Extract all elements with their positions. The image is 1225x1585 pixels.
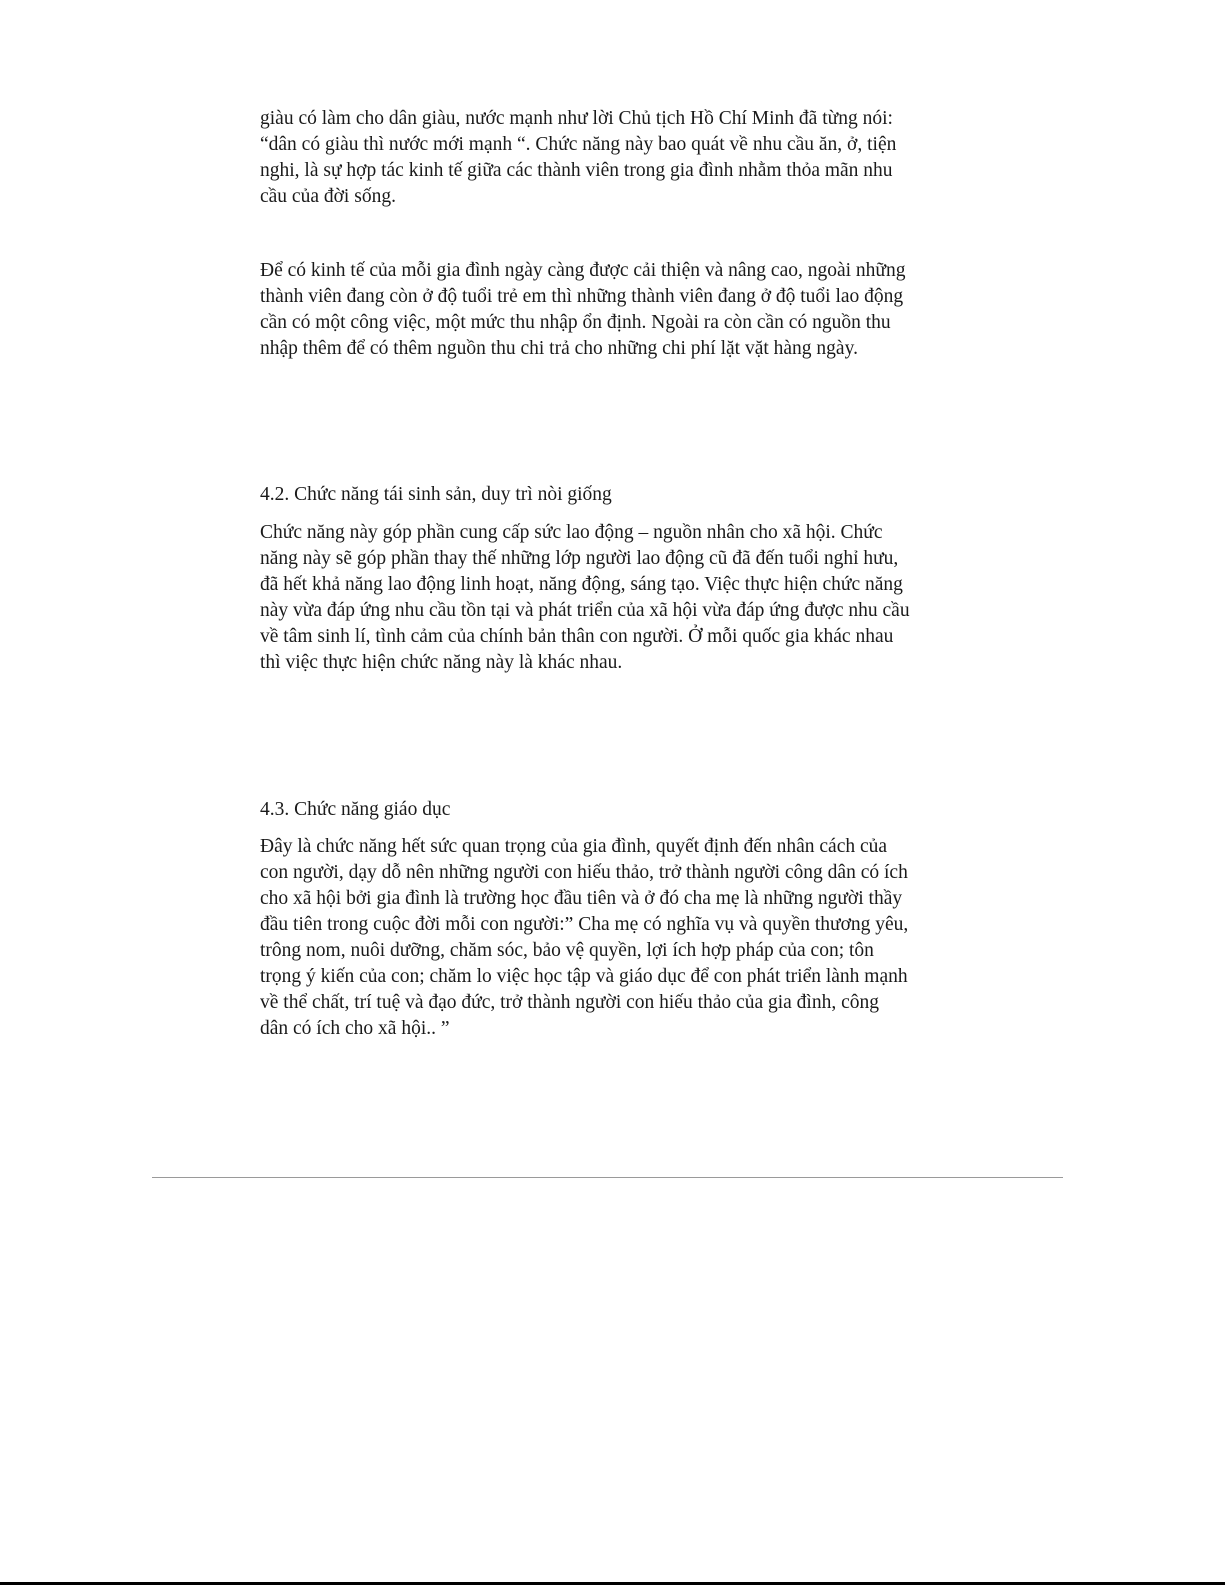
text-line: thành viên đang còn ở độ tuổi trẻ em thì những thành viên đang ở độ tuổi lao động xyxy=(260,286,904,307)
text-line: trông nom, nuôi dưỡng, chăm sóc, bảo vệ quyền, lợi ích hợp pháp của con; tôn xyxy=(260,940,874,961)
page-divider xyxy=(152,1177,1063,1178)
paragraph-reproduction-function xyxy=(260,520,960,676)
text-line: dân có ích cho xã hội.. ” xyxy=(260,1018,450,1039)
paragraph-household-income xyxy=(260,258,960,362)
text-line: cho xã hội bởi gia đình là trường học đầu tiên và ở đó cha mẹ là những người thầy xyxy=(260,888,903,909)
paragraph-education-function xyxy=(260,834,960,1042)
text-line: Chức năng này góp phần cung cấp sức lao động – nguồn nhân cho xã hội. Chức xyxy=(260,522,883,543)
text-line: cầu của đời sống. xyxy=(260,186,396,207)
text-line: thì việc thực hiện chức năng này là khác nhau. xyxy=(260,652,623,673)
text-line: về tâm sinh lí, tình cảm của chính bản thân con người. Ở mỗi quốc gia khác nhau xyxy=(260,626,894,647)
text-line: này vừa đáp ứng nhu cầu tồn tại và phát triển của xã hội vừa đáp ứng được nhu cầu xyxy=(260,600,910,621)
text-line: đầu tiên trong cuộc đời mỗi con người:” Cha mẹ có nghĩa vụ và quyền thương yêu, xyxy=(260,914,909,935)
text-line: Đây là chức năng hết sức quan trọng của gia đình, quyết định đến nhân cách của xyxy=(260,836,888,857)
text-line: Để có kinh tế của mỗi gia đình ngày càng được cải thiện và nâng cao, ngoài những xyxy=(260,260,906,281)
text-line: nghi, là sự hợp tác kinh tế giữa các thành viên trong gia đình nhằm thỏa mãn nhu xyxy=(260,160,893,181)
text-line: “dân có giàu thì nước mới mạnh “. Chức năng này bao quát về nhu cầu ăn, ở, tiện xyxy=(260,134,897,155)
text-line: cần có một công việc, một mức thu nhập ổn định. Ngoài ra còn cần có nguồn thu xyxy=(260,312,891,333)
section-heading-4-3: 4.3. Chức năng giáo dục xyxy=(260,799,451,820)
text-line: giàu có làm cho dân giàu, nước mạnh như lời Chủ tịch Hồ Chí Minh đã từng nói: xyxy=(260,108,893,129)
text-line: trọng ý kiến của con; chăm lo việc học tập và giáo dục để con phát triển lành mạnh xyxy=(260,966,908,987)
text-line: về thể chất, trí tuệ và đạo đức, trở thành người con hiếu thảo của gia đình, công xyxy=(260,992,879,1013)
text-line: nhập thêm để có thêm nguồn thu chi trả cho những chi phí lặt vặt hàng ngày. xyxy=(260,338,858,359)
text-line: năng này sẽ góp phần thay thế những lớp người lao động cũ đã đến tuổi nghỉ hưu, xyxy=(260,548,899,569)
section-heading-4-2: 4.2. Chức năng tái sinh sản, duy trì nòi giống xyxy=(260,484,612,505)
text-line: đã hết khả năng lao động linh hoạt, năng động, sáng tạo. Việc thực hiện chức năng xyxy=(260,574,903,595)
text-line: con người, dạy dỗ nên những người con hiếu thảo, trở thành người công dân có ích xyxy=(260,862,908,883)
paragraph-economic-function-end xyxy=(260,106,960,210)
